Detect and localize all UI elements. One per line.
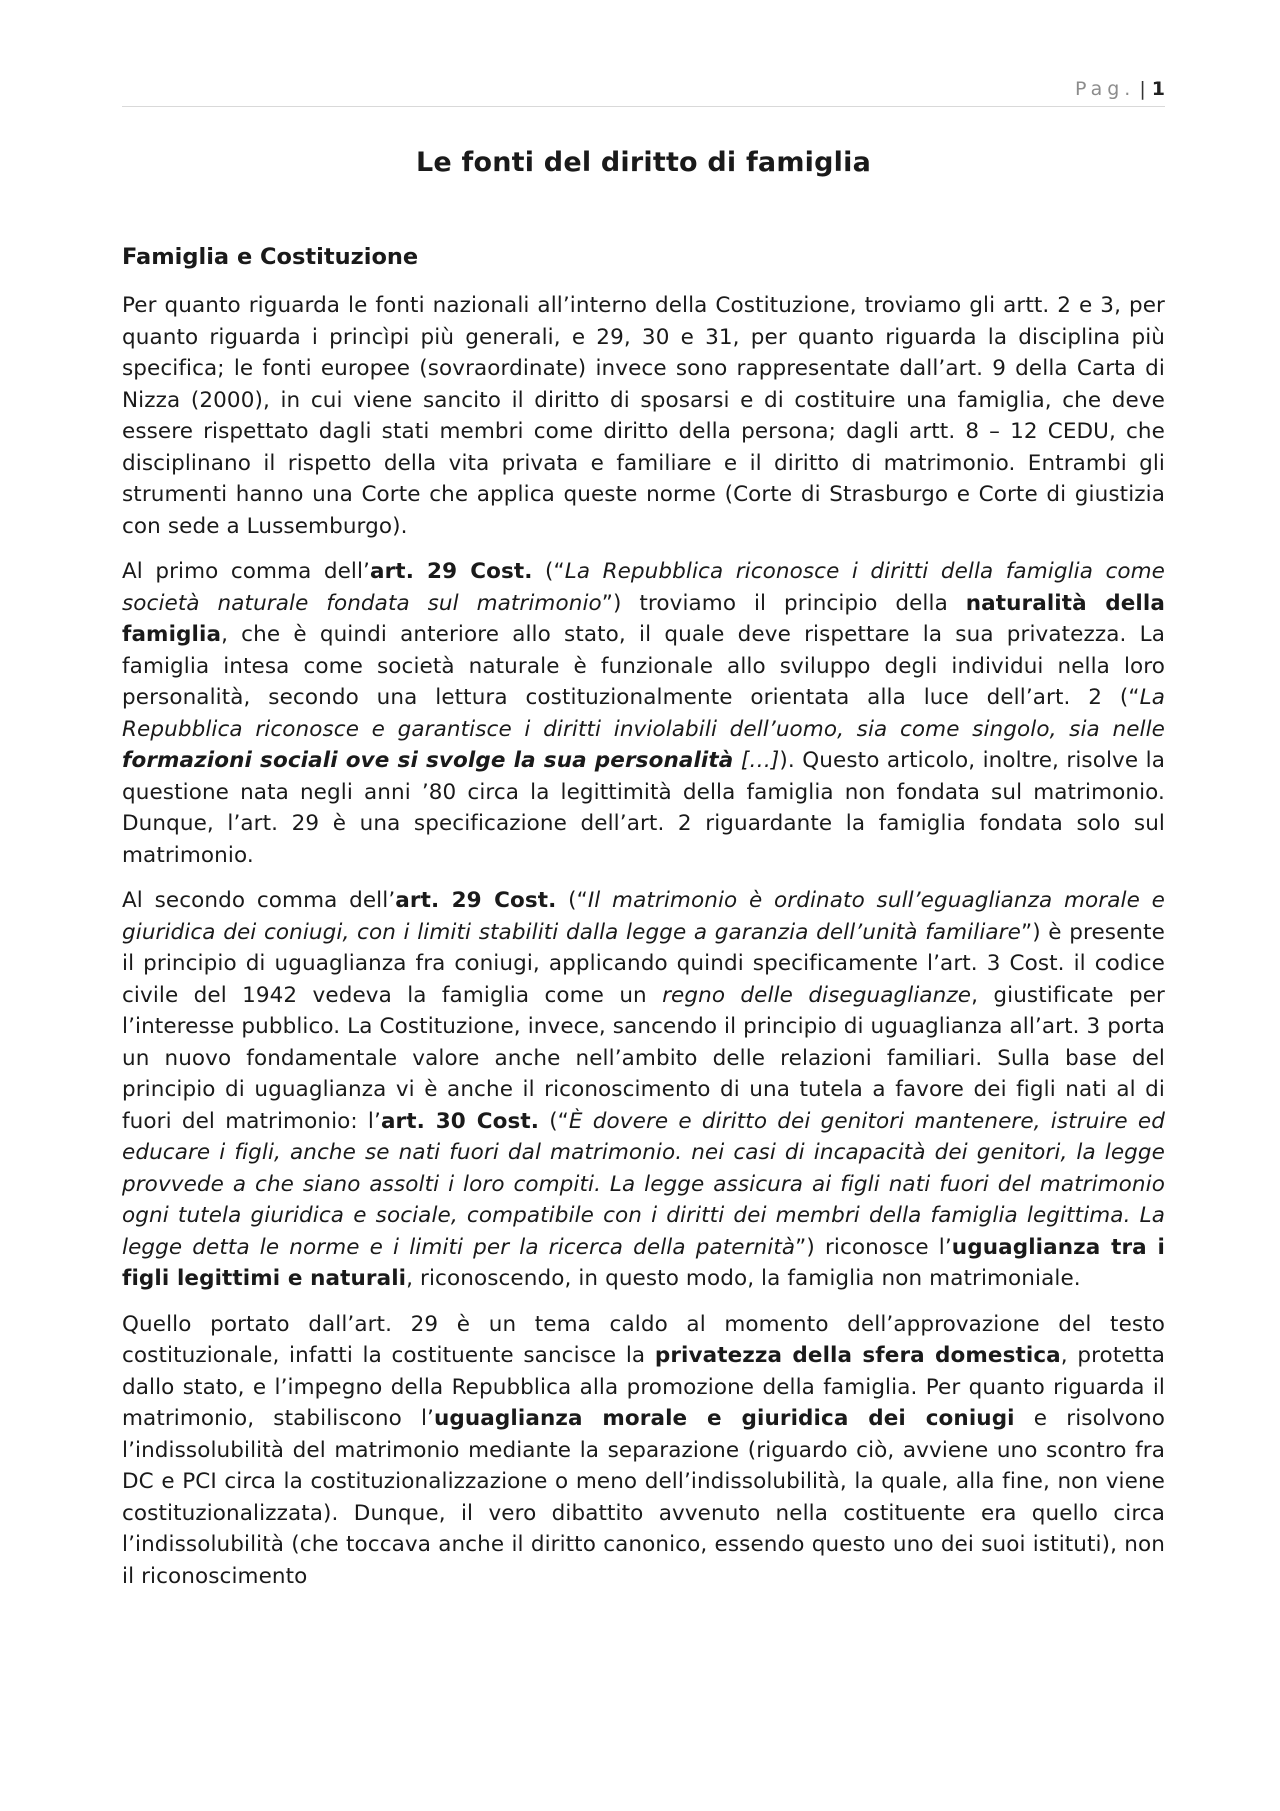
text-run: (“ bbox=[556, 888, 588, 913]
text-run: e risolvono l’indissolubilità del matrimonio mediante la separazione (riguardo ciò, avviene uno scontro fra DC e PCI circa la costituzionalizzazione o meno dell’indissolubilità, la quale, alla fine, non viene costituzionalizzata). Dunque, il vero dibattito avvenuto nella costituente era quello circa l’indissolubilità (che toccava anche il diritto canonico, essendo questo uno dei suoi istituti), non il riconoscimento bbox=[122, 1406, 1165, 1589]
quoted-text-run: regno delle diseguaglianze bbox=[662, 982, 972, 1008]
text-run: ). Questo articolo, inoltre, risolve la questione nata negli anni ’80 circa la legittimità della famiglia non fondata sul matrimonio. Dunque, l’art. 29 è una specificazione dell’art. 2 riguardante la famiglia fondata solo sul matrimonio. bbox=[122, 748, 1166, 868]
text-run: Al primo comma dell’ bbox=[122, 559, 370, 584]
quoted-text-run: […] bbox=[733, 748, 780, 773]
page-label: Pag. bbox=[1075, 78, 1136, 100]
body-paragraph bbox=[122, 1309, 1165, 1593]
text-run: Al secondo comma dell’ bbox=[122, 888, 396, 913]
text-run: (“ bbox=[532, 559, 565, 584]
text-run: ”) riconosce l’ bbox=[795, 1234, 952, 1260]
emphasis-run: art. 30 Cost. bbox=[380, 1108, 539, 1134]
body-paragraph bbox=[122, 885, 1165, 1295]
emphasis-run: formazioni sociali ove si svolge la sua personalità bbox=[122, 748, 734, 773]
text-run: Quello portato dall’art. 29 è un tema caldo al momento dell’approvazione del testo costituzionale, infatti la costituente sancisce la bbox=[122, 1311, 1165, 1368]
emphasis-run: uguaglianza tra i figli legittimi e naturali bbox=[122, 1234, 1165, 1291]
text-run: (“ bbox=[539, 1108, 569, 1134]
document-title: Le fonti del diritto di famiglia bbox=[416, 147, 871, 178]
page-number: 1 bbox=[1151, 78, 1165, 100]
emphasis-run: privatezza della sfera domestica bbox=[654, 1343, 1061, 1368]
quoted-text-run: È dovere e diritto dei genitori mantenere, istruire ed educare i figli, anche se nati fuori dal matrimonio. nei casi di incapacità dei genitori, la legge provvede a che siano assolti i loro compiti. La legge assicura ai figli nati fuori del matrimonio ogni tutela giuridica e sociale, compatibile con i diritti dei membri della famiglia legittima. La legge detta le norme e i limiti per la ricerca della paternità bbox=[122, 1108, 1165, 1260]
emphasis-run: uguaglianza morale e giuridica dei coniugi bbox=[434, 1406, 1015, 1431]
body-text bbox=[122, 290, 1165, 1592]
quoted-text-run: La Repubblica riconosce e garantisce i diritti inviolabili dell’uomo, sia come singolo, sia nelle bbox=[122, 685, 1165, 742]
emphasis-run: art. 29 Cost. bbox=[370, 559, 533, 584]
body-paragraph bbox=[122, 556, 1165, 871]
text-run: , che è quindi anteriore allo stato, il quale deve rispettare la sua privatezza. La famiglia intesa come società naturale è funzionale allo sviluppo degli individui nella loro personalità, secondo una lettura costituzionalmente orientata alla luce dell’art. 2 (“ bbox=[122, 622, 1165, 710]
body-paragraph bbox=[122, 290, 1165, 542]
page-header bbox=[122, 78, 1165, 107]
section-heading: Famiglia e Costituzione bbox=[122, 244, 419, 270]
text-run: , giustificate per l’interesse pubblico. La Costituzione, invece, sancendo il principio di uguaglianza all’art. 3 porta un nuovo fondamentale valore anche nell’ambito delle relazioni familiari. Sulla base del principio di uguaglianza vi è anche il riconoscimento di una tutela a favore dei figli nati al di fuori del matrimonio: l’ bbox=[122, 982, 1165, 1134]
quoted-text-run: Il matrimonio è ordinato sull’eguaglianza morale e giuridica dei coniugi, con i limiti stabiliti dalla legge a garanzia dell’unità familiare bbox=[122, 888, 1165, 945]
quoted-text-run: La Repubblica riconosce i diritti della famiglia come società naturale fondata sul matrimonio bbox=[122, 559, 1165, 616]
emphasis-run: naturalità della famiglia bbox=[122, 590, 1165, 647]
text-run: , riconoscendo, in questo modo, la famiglia non matrimoniale. bbox=[406, 1266, 1081, 1291]
page-separator: | bbox=[1139, 78, 1146, 100]
text-run: ”) troviamo il principio della bbox=[601, 590, 966, 616]
text-run: Per quanto riguarda le fonti nazionali all’interno della Costituzione, troviamo gli artt. 2 e 3, per quanto riguarda i princìpi più generali, e 29, 30 e 31, per quanto riguarda la disciplina più specifica; le fonti europee (sovraordinate) invece sono rappresentate dall’art. 9 della Carta di Nizza (2000), in cui viene sancito il diritto di sposarsi e di costituire una famiglia, che deve essere rispettato dagli stati membri come diritto della persona; dagli artt. 8 – 12 CEDU, che disciplinano il rispetto della vita privata e familiare e il diritto di matrimonio. Entrambi gli strumenti hanno una Corte che applica queste norme (Corte di Strasburgo e Corte di giustizia con sede a Lussemburgo). bbox=[122, 293, 1165, 539]
text-run: , protetta dallo stato, e l’impegno della Repubblica alla promozione della famiglia. Per quanto riguarda il matrimonio, stabiliscono l’ bbox=[122, 1343, 1166, 1431]
text-run: ”) è presente il principio di uguaglianza fra coniugi, applicando quindi specificamente l’art. 3 Cost. il codice civile del 1942 vedeva la famiglia come un bbox=[122, 919, 1165, 1008]
emphasis-run: art. 29 Cost. bbox=[395, 888, 557, 913]
